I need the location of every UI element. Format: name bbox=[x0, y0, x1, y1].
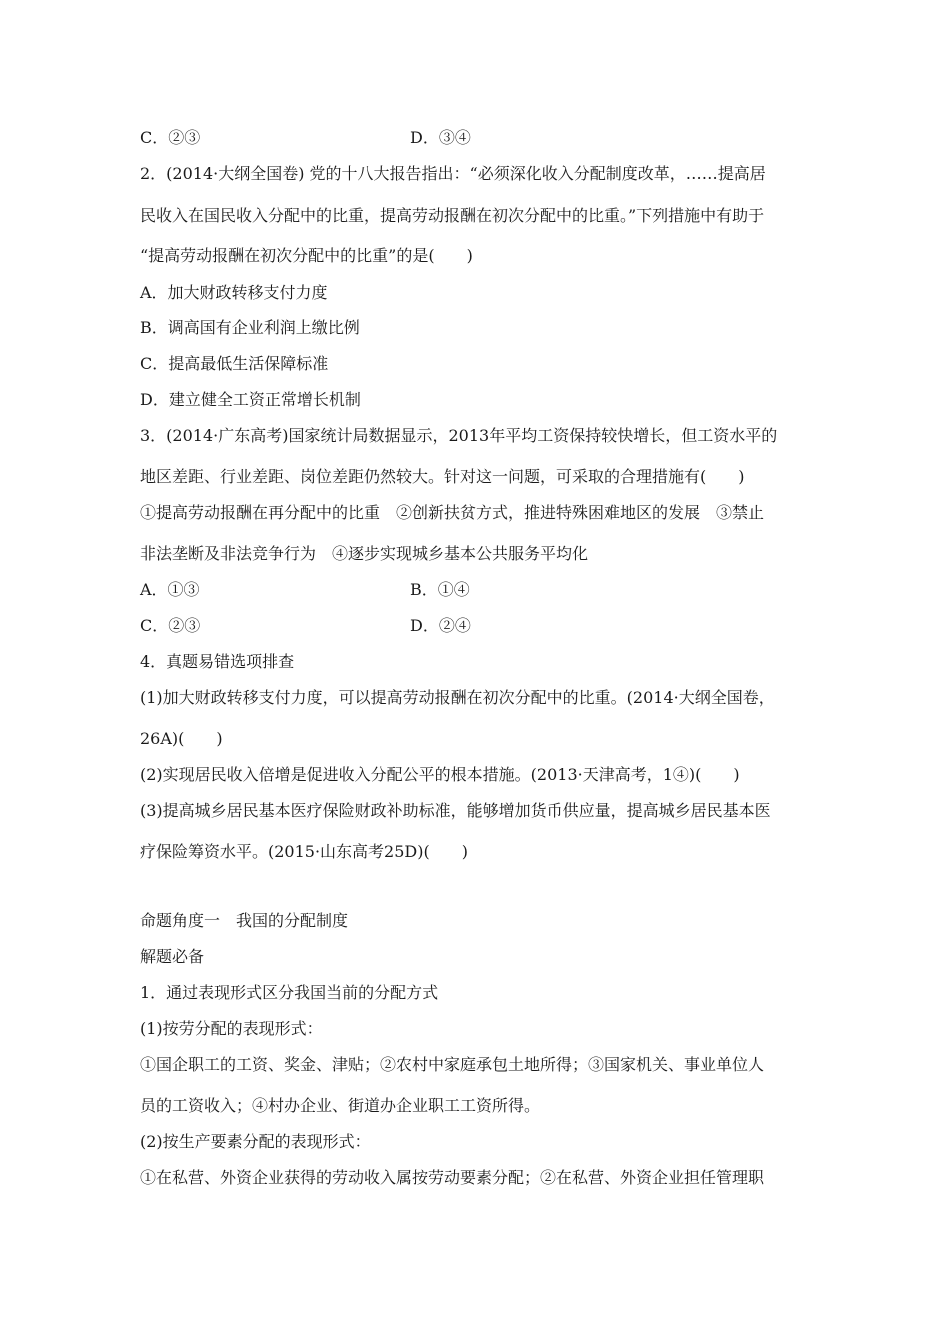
prev-option-c: C．②③ bbox=[140, 128, 201, 147]
q3-option-a: A．①③ bbox=[140, 580, 200, 599]
q4-item2: (2)实现居民收入倍增是促进收入分配公平的根本措施。(2013·天津高考，1④)( ) bbox=[140, 765, 740, 784]
q2-option-c: C．提高最低生活保障标准 bbox=[140, 354, 329, 373]
section-subheading: 解题必备 bbox=[140, 947, 205, 966]
q4-item3-line2: 疗保险筹资水平。(2015·山东高考25D)( ) bbox=[140, 842, 468, 861]
section-heading: 命题角度一 我国的分配制度 bbox=[140, 911, 349, 930]
q2-option-a: A．加大财政转移支付力度 bbox=[140, 283, 328, 302]
q3-stem-line3: ①提高劳动报酬在再分配中的比重 ②创新扶贫方式，推进特殊困难地区的发展 ③禁止 bbox=[140, 503, 765, 522]
q4-title: 4．真题易错选项排查 bbox=[140, 652, 295, 671]
q3-stem-line4: 非法垄断及非法竞争行为 ④逐步实现城乡基本公共服务平均化 bbox=[140, 544, 589, 563]
q4-item1-line1: (1)加大财政转移支付力度，可以提高劳动报酬在初次分配中的比重。(2014·大纲全国卷， bbox=[140, 688, 775, 707]
q4-item1-line2: 26A)( ) bbox=[140, 729, 223, 748]
q2-option-b: B．调高国有企业利润上缴比例 bbox=[140, 318, 360, 337]
q2-stem-line1: 2．(2014·大纲全国卷) 党的十八大报告指出：“必须深化收入分配制度改革，……提高居 bbox=[140, 164, 766, 183]
q2-stem-line3: “提高劳动报酬在初次分配中的比重”的是( ) bbox=[140, 246, 473, 265]
q4-item3-line1: (3)提高城乡居民基本医疗保险财政补助标准，能够增加货币供应量，提高城乡居民基本医 bbox=[140, 801, 771, 820]
q3-stem-line1: 3．(2014·广东高考)国家统计局数据显示，2013年平均工资保持较快增长，但工资水平的 bbox=[140, 426, 778, 445]
q3-stem-line2: 地区差距、行业差距、岗位差距仍然较大。针对这一问题，可采取的合理措施有( ) bbox=[140, 467, 745, 486]
prev-option-d: D．③④ bbox=[410, 128, 471, 147]
q3-option-b: B．①④ bbox=[410, 580, 470, 599]
sub2-title: (2)按生产要素分配的表现形式： bbox=[140, 1132, 371, 1151]
q2-option-d: D．建立健全工资正常增长机制 bbox=[140, 390, 361, 409]
sub2-line1: ①在私营、外资企业获得的劳动收入属按劳动要素分配；②在私营、外资企业担任管理职 bbox=[140, 1168, 765, 1187]
sub1-title: (1)按劳分配的表现形式： bbox=[140, 1019, 323, 1038]
sub1-line1: ①国企职工的工资、奖金、津贴；②农村中家庭承包土地所得；③国家机关、事业单位人 bbox=[140, 1055, 765, 1074]
point1: 1．通过表现形式区分我国当前的分配方式 bbox=[140, 983, 439, 1002]
q3-option-c: C．②③ bbox=[140, 616, 201, 635]
sub1-line2: 员的工资收入；④村办企业、街道办企业职工工资所得。 bbox=[140, 1096, 541, 1115]
q2-stem-line2: 民收入在国民收入分配中的比重，提高劳动报酬在初次分配中的比重。”下列措施中有助于 bbox=[140, 206, 765, 225]
q3-option-d: D．②④ bbox=[410, 616, 471, 635]
